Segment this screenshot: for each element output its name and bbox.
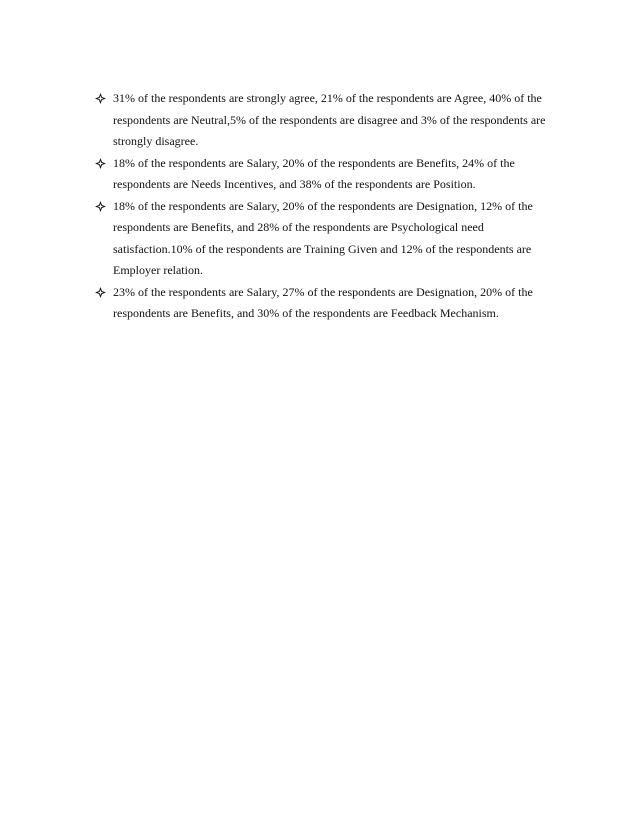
list-item xyxy=(95,282,565,325)
list-item xyxy=(95,88,565,153)
list-item xyxy=(95,196,565,282)
diamond-bullet-icon xyxy=(95,158,106,169)
bullet-text: 23% of the respondents are Salary, 27% of the respondents are Designation, 20% of the respondents are Benefits, and 30% of the respondents are Feedback Mechanism. xyxy=(113,284,533,320)
bullet-text: 31% of the respondents are strongly agree, 21% of the respondents are Agree, 40% of the respondents are Neutral,5% of the respondents are disagree and 3% of the respondents are strongly disagree. xyxy=(113,91,546,148)
diamond-bullet-icon xyxy=(95,93,106,104)
diamond-bullet-icon xyxy=(95,201,106,212)
diamond-bullet-icon xyxy=(95,287,106,298)
bullet-text: 18% of the respondents are Salary, 20% of the respondents are Benefits, 24% of the respondents are Needs Incentives, and 38% of the respondents are Position. xyxy=(113,155,515,191)
list-item xyxy=(95,153,565,196)
bullet-text: 18% of the respondents are Salary, 20% of the respondents are Designation, 12% of the respondents are Benefits, and 28% of the respondents are Psychological need satisfaction.10% of the respondents are Training Given and 12% of the respondents are Employer relation. xyxy=(113,198,533,277)
findings-bullet-list xyxy=(95,88,565,325)
